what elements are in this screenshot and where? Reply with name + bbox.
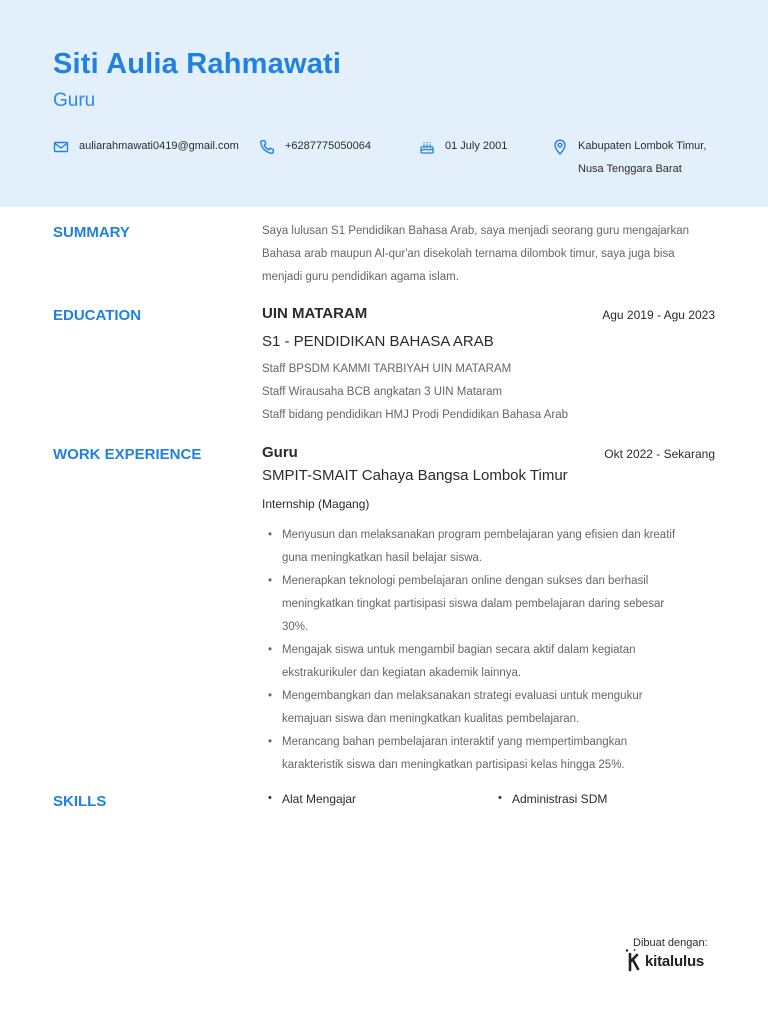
phone-text: +6287775050064 — [285, 140, 371, 152]
bullet-line: 30%. — [282, 621, 309, 633]
summary-line: Bahasa arab maupun Al-qur'an disekolah ternama dilombok timur, saya juga bisa — [262, 248, 675, 260]
education-date: Agu 2019 - Agu 2023 — [602, 308, 715, 322]
work-bullet-item — [268, 731, 714, 777]
work-bullet-item — [268, 685, 714, 731]
education-activity: Staff Wirausaha BCB angkatan 3 UIN Mataram — [262, 386, 503, 398]
candidate-name: Siti Aulia Rahmawati — [53, 48, 342, 80]
kitalulus-logo[interactable] — [625, 948, 704, 974]
summary-text — [262, 220, 722, 289]
work-position: Guru — [262, 444, 298, 461]
bullet-line: kemajuan siswa dan meningkatkan kualitas pembelajaran. — [282, 713, 580, 725]
contact-email[interactable] — [53, 140, 239, 158]
work-company: SMPIT-SMAIT Cahaya Bangsa Lombok Timur — [262, 467, 568, 484]
location-text — [578, 135, 706, 181]
candidate-role: Guru — [53, 90, 96, 111]
header-banner — [0, 0, 768, 207]
bullet-line: guna meningkatkan hasil belajar siswa. — [282, 552, 483, 564]
work-heading: WORK EXPERIENCE — [53, 446, 202, 463]
contact-birthdate — [419, 140, 507, 158]
birthdate-text: 01 July 2001 — [445, 140, 508, 152]
education-school: UIN MATARAM — [262, 305, 368, 322]
education-degree: S1 - PENDIDIKAN BAHASA ARAB — [262, 333, 494, 350]
cake-icon — [419, 139, 435, 155]
education-activities — [262, 358, 568, 427]
work-type: Internship (Magang) — [262, 497, 370, 511]
work-date: Okt 2022 - Sekarang — [604, 447, 715, 461]
footer-label: Dibuat dengan: — [633, 937, 708, 949]
skills-heading: SKILLS — [53, 793, 107, 810]
location-line2: Nusa Tenggara Barat — [578, 163, 682, 175]
contact-phone[interactable] — [259, 140, 371, 158]
kitalulus-brand: kitalulus — [645, 952, 705, 970]
work-bullets — [268, 524, 714, 777]
bullet-line: • Menyusun dan melaksanakan program pembelajaran yang efisien dan kreatif — [282, 529, 676, 541]
bullet-line: meningkatkan tingkat partisipasi siswa dalam pembelajaran daring sebesar — [282, 598, 665, 610]
work-bullet-item — [268, 570, 714, 639]
bullet-line: • Menerapkan teknologi pembelajaran online dengan sukses dan berhasil — [282, 575, 649, 587]
contact-location — [552, 140, 706, 181]
phone-icon — [259, 139, 275, 155]
education-heading: EDUCATION — [53, 307, 142, 324]
skill-item: • Alat Mengajar — [268, 792, 356, 806]
bullet-line: karakteristik siswa dan meningkatkan partisipasi kelas hingga 25%. — [282, 759, 625, 771]
summary-line: menjadi guru pendidikan agama islam. — [262, 271, 459, 283]
education-activity: Staff BPSDM KAMMI TARBIYAH UIN MATARAM — [262, 363, 512, 375]
summary-line: Saya lulusan S1 Pendidikan Bahasa Arab, saya menjadi seorang guru mengajarkan — [262, 225, 690, 237]
email-text: auliarahmawati0419@gmail.com — [79, 140, 239, 152]
location-line1: Kabupaten Lombok Timur, — [578, 140, 707, 152]
education-activity: Staff bidang pendidikan HMJ Prodi Pendidikan Bahasa Arab — [262, 409, 569, 421]
skill-item: • Administrasi SDM — [498, 792, 607, 806]
bullet-line: • Merancang bahan pembelajaran interaktif yang mempertimbangkan — [282, 736, 628, 748]
location-pin-icon — [552, 139, 568, 155]
bullet-line: • Mengajak siswa untuk mengambil bagian secara aktif dalam kegiatan — [282, 644, 636, 656]
summary-heading: SUMMARY — [53, 224, 130, 241]
bullet-line: ekstrakurikuler dan kegiatan akademik lainnya. — [282, 667, 522, 679]
work-bullet-item — [268, 524, 714, 570]
bullet-line: • Mengembangkan dan melaksanakan strategi evaluasi untuk mengukur — [282, 690, 643, 702]
kitalulus-logo-icon — [625, 948, 643, 974]
work-bullet-item — [268, 639, 714, 685]
mail-icon — [53, 139, 69, 155]
